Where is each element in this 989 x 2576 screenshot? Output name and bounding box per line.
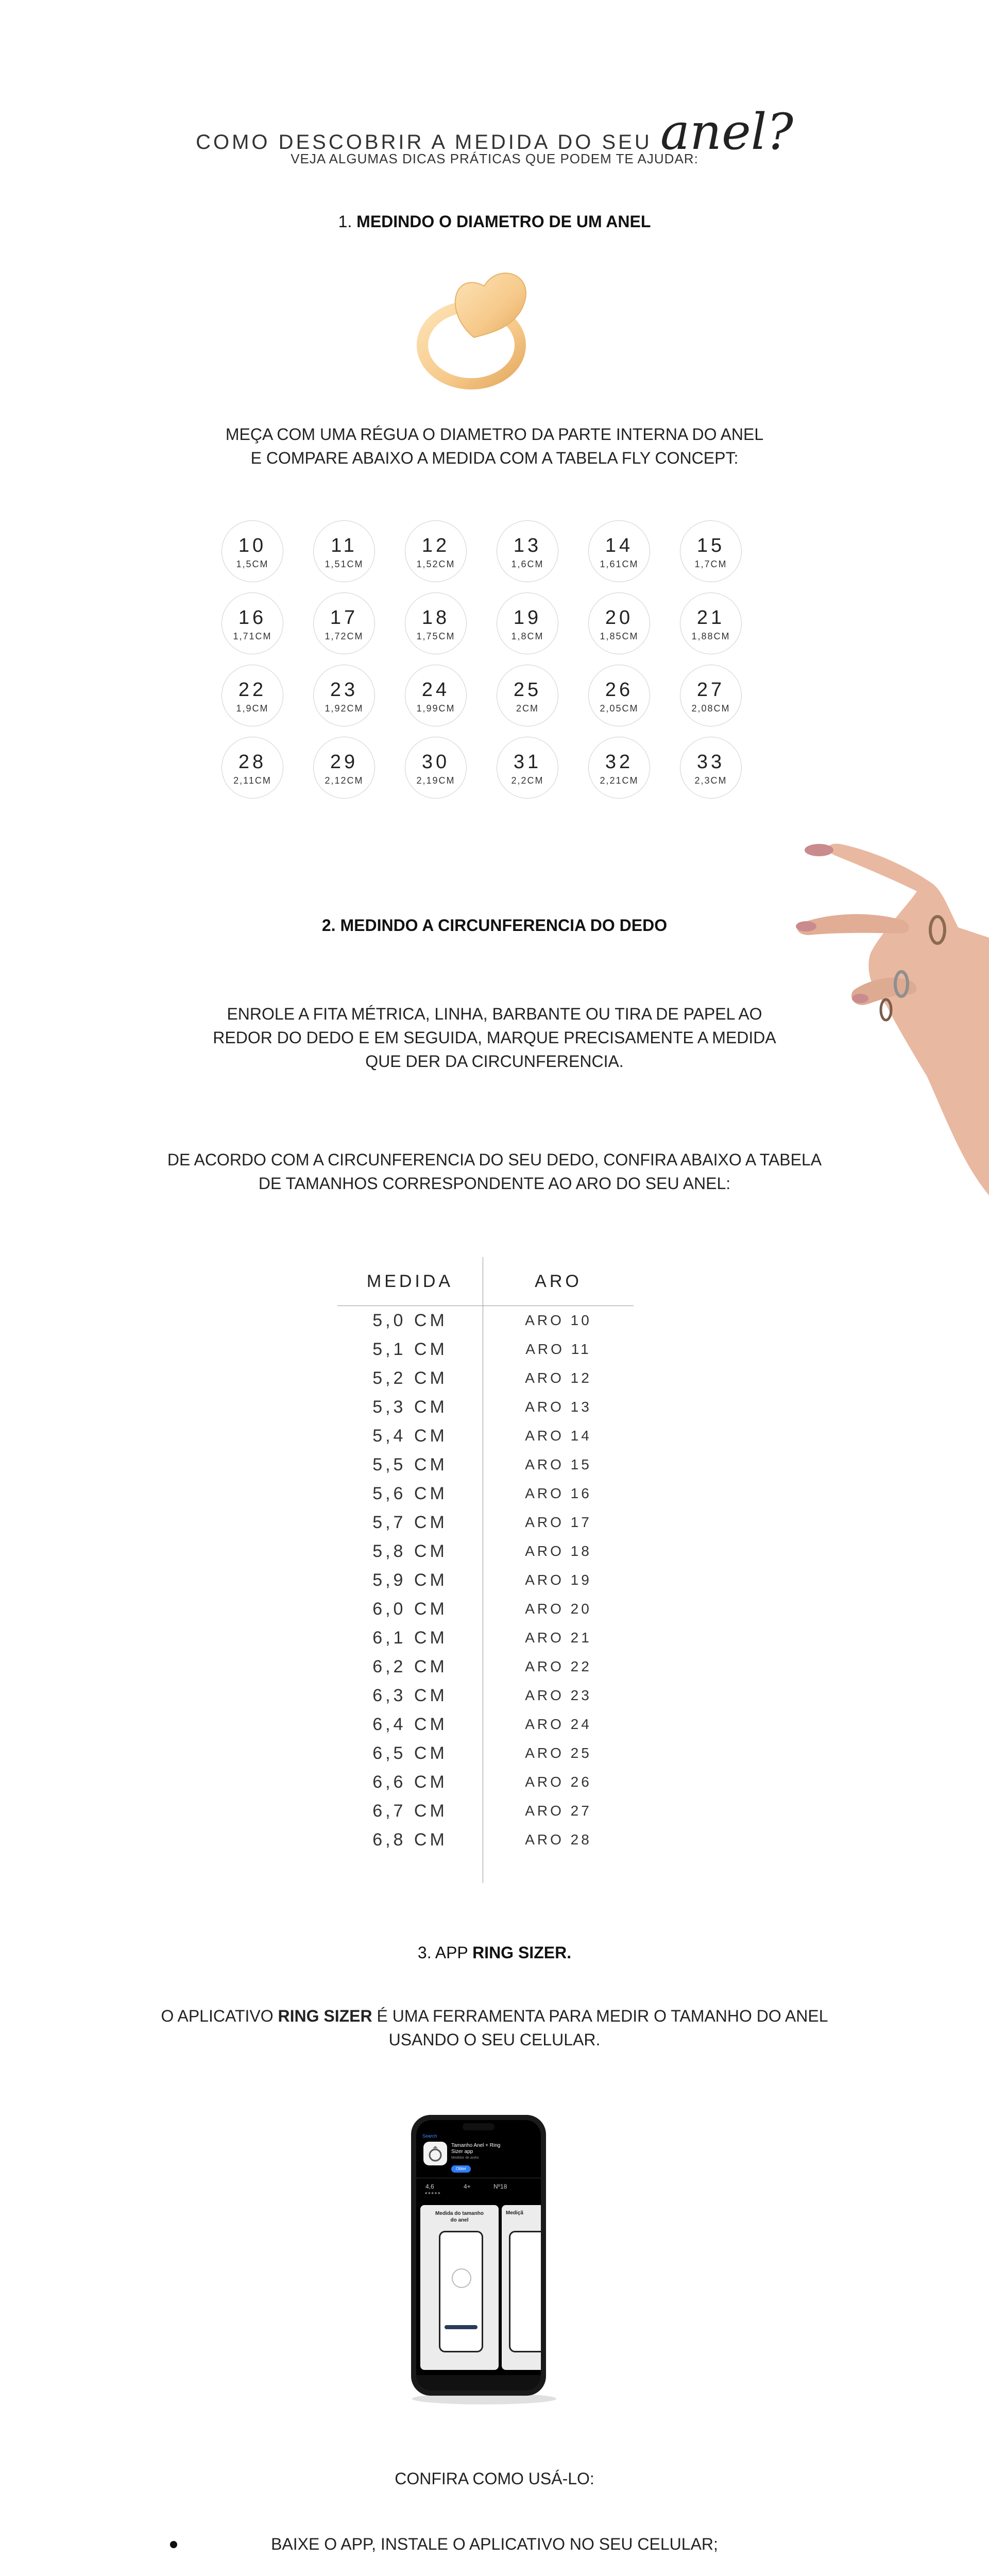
app-screenshot-2 <box>502 2205 541 2370</box>
table-row <box>337 1335 634 1364</box>
ring-size-diameter: 2,11CM <box>233 775 271 786</box>
table-row <box>337 1364 634 1393</box>
title-prefix: COMO DESCOBRIR A MEDIDA DO SEU <box>196 131 652 154</box>
table-cell-measure: 5,6 CM <box>337 1479 483 1508</box>
ring-size-diameter: 1,88CM <box>691 631 730 641</box>
app-age: 4+ <box>464 2183 471 2190</box>
ring-size-circle <box>313 737 375 799</box>
get-button[interactable]: Obter <box>451 2165 471 2173</box>
ring-illustration <box>412 255 546 399</box>
table-row <box>337 1566 634 1595</box>
table-row <box>337 1393 634 1421</box>
table-row <box>337 1710 634 1739</box>
ring-size-number: 13 <box>513 535 542 556</box>
ring-size-number: 16 <box>238 607 267 629</box>
ring-size-diameter: 1,72CM <box>325 631 364 641</box>
ring-size-number: 28 <box>238 751 267 773</box>
table-cell-measure: 5,2 CM <box>337 1364 483 1393</box>
ring-size-circle <box>680 592 742 654</box>
section3-intro-prefix: O APLICATIVO <box>161 2007 274 2025</box>
ring-size-diameter: 1,7CM <box>694 559 727 569</box>
table-cell-aro: ARO 10 <box>525 1312 592 1328</box>
table-cell-measure: 5,0 CM <box>337 1306 483 1335</box>
table-row <box>337 1306 634 1335</box>
ring-app-icon <box>423 2142 447 2165</box>
section1-title <box>0 212 989 231</box>
section2-p2-line1: DE ACORDO COM A CIRCUNFERENCIA DO SEU DEDO, CONFIRA ABAIXO A TABELA <box>167 1150 822 1169</box>
ring-size-circle <box>405 520 467 582</box>
ring-size-number: 14 <box>605 535 634 556</box>
table-cell-measure: 6,2 CM <box>337 1652 483 1681</box>
table-cell-aro: ARO 14 <box>525 1428 592 1444</box>
table-row <box>337 1681 634 1710</box>
size-table-body <box>337 1306 634 1884</box>
section1-line2: E COMPARE ABAIXO A MEDIDA COM A TABELA FLY CONCEPT: <box>250 449 739 467</box>
ring-size-circle <box>497 592 558 654</box>
ring-size-circle <box>405 665 467 726</box>
ring-size-diameter: 1,85CM <box>600 631 639 641</box>
section2-title <box>0 916 989 935</box>
section2-p2-line2: DE TAMANHOS CORRESPONDENTE AO ARO DO SEU ANEL: <box>258 1174 731 1193</box>
table-row <box>337 1537 634 1566</box>
ring-size-diameter: 1,6CM <box>511 559 544 569</box>
table-cell-aro: ARO 25 <box>525 1745 592 1761</box>
ring-size-circle <box>680 737 742 799</box>
ring-size-circle <box>680 665 742 726</box>
section3-title-prefix: 3. APP <box>417 1943 468 1962</box>
shot1-title-line1: Medida do tamanho <box>435 2211 484 2216</box>
ring-size-circle <box>405 592 467 654</box>
ring-size-diameter: 2,21CM <box>600 775 639 786</box>
table-row <box>337 1421 634 1450</box>
app-rating: 4,6 <box>425 2183 434 2190</box>
section1-line1: MEÇA COM UMA RÉGUA O DIAMETRO DA PARTE INTERNA DO ANEL <box>225 425 764 444</box>
page-subtitle: VEJA ALGUMAS DICAS PRÁTICAS QUE PODEM TE AJUDAR: <box>291 151 698 166</box>
table-cell-aro: ARO 16 <box>525 1485 592 1501</box>
section2-title-text: 2. MEDINDO A CIRCUNFERENCIA DO DEDO <box>321 916 668 935</box>
table-cell-measure: 5,4 CM <box>337 1421 483 1450</box>
ring-size-diameter: 2,05CM <box>600 703 639 714</box>
section2-p1-line1: ENROLE A FITA MÉTRICA, LINHA, BARBANTE OU TIRA DE PAPEL AO <box>227 1005 762 1023</box>
ring-size-diameter: 1,5CM <box>236 559 269 569</box>
ring-size-number: 12 <box>421 535 450 556</box>
table-row <box>337 1623 634 1652</box>
phone-back-link[interactable]: Search <box>422 2133 437 2139</box>
ring-size-number: 19 <box>513 607 542 629</box>
ring-size-diameter: 2,08CM <box>691 703 730 714</box>
section1-number: 1. <box>338 212 352 231</box>
table-cell-measure: 6,1 CM <box>337 1623 483 1652</box>
ring-size-number: 32 <box>605 751 634 773</box>
app-rank: Nº18 <box>493 2183 507 2190</box>
table-cell-measure: 5,1 CM <box>337 1335 483 1364</box>
ring-size-diameter: 1,75CM <box>416 631 455 641</box>
table-cell-measure: 6,4 CM <box>337 1710 483 1739</box>
section1-title-text: MEDINDO O DIAMETRO DE UM ANEL <box>356 212 651 231</box>
ring-size-circle <box>588 737 650 799</box>
table-cell-measure: 6,3 CM <box>337 1681 483 1710</box>
shot1-title <box>420 2210 499 2224</box>
table-row <box>337 1825 634 1854</box>
ring-size-diameter: 2,19CM <box>416 775 455 786</box>
ring-size-diameter: 2CM <box>516 703 539 714</box>
section2-paragraph2 <box>0 1148 989 1195</box>
title-script: anel? <box>660 103 793 161</box>
ring-size-number: 33 <box>696 751 725 773</box>
table-row <box>337 1595 634 1623</box>
phone-tab-bar <box>416 2375 541 2391</box>
table-cell-aro: ARO 24 <box>525 1716 592 1732</box>
table-cell-measure: 6,8 CM <box>337 1825 483 1854</box>
table-header-measure: MEDIDA <box>337 1257 483 1306</box>
app-name-line1: Tamanho Anel + Ring <box>451 2143 501 2148</box>
table-cell-measure: 5,3 CM <box>337 1393 483 1421</box>
ring-size-circle <box>221 520 283 582</box>
table-header-aro: ARO <box>483 1257 634 1306</box>
phone-mockup <box>407 2115 556 2403</box>
table-cell-measure: 5,5 CM <box>337 1450 483 1479</box>
step1-text: BAIXE O APP, INSTALE O APLICATIVO NO SEU CELULAR; <box>271 2535 718 2553</box>
table-cell-measure: 5,7 CM <box>337 1508 483 1537</box>
section3-intro <box>0 2004 989 2052</box>
ring-size-number: 22 <box>238 679 267 701</box>
table-cell-measure: 5,9 CM <box>337 1566 483 1595</box>
table-cell-aro: ARO 18 <box>525 1543 592 1559</box>
ring-size-diameter: 1,99CM <box>416 703 455 714</box>
ring-size-diameter: 2,2CM <box>511 775 544 786</box>
ring-size-number: 10 <box>238 535 267 556</box>
section3-title-bold: RING SIZER. <box>472 1943 572 1962</box>
ring-size-number: 29 <box>330 751 359 773</box>
table-row <box>337 1797 634 1825</box>
section2-p1-line3: QUE DER DA CIRCUNFERENCIA. <box>365 1052 624 1071</box>
table-cell-measure: 5,8 CM <box>337 1537 483 1566</box>
table-cell-aro: ARO 17 <box>525 1514 592 1530</box>
table-cell-aro: ARO 19 <box>525 1572 592 1588</box>
ring-size-number: 25 <box>513 679 542 701</box>
ring-size-number: 11 <box>331 535 357 556</box>
ring-size-number: 15 <box>696 535 725 556</box>
section2-p1-line2: REDOR DO DEDO E EM SEGUIDA, MARQUE PRECISAMENTE A MEDIDA <box>213 1028 776 1047</box>
table-row <box>337 1652 634 1681</box>
ring-size-number: 20 <box>605 607 634 629</box>
table-row <box>337 1508 634 1537</box>
phone-frame <box>411 2115 546 2396</box>
ring-size-diameter: 1,52CM <box>416 559 455 569</box>
ring-size-number: 24 <box>421 679 450 701</box>
app-name <box>451 2143 500 2161</box>
ring-size-circle <box>588 665 650 726</box>
ring-size-circle <box>497 737 558 799</box>
table-padding-cell <box>483 1854 634 1883</box>
ring-size-circle <box>497 520 558 582</box>
table-cell-aro: ARO 26 <box>525 1774 592 1790</box>
ring-size-circle <box>313 592 375 654</box>
app-subtitle: Medidor de anéis <box>451 2156 479 2160</box>
table-header-row <box>337 1257 634 1306</box>
ring-size-circle <box>588 520 650 582</box>
table-cell-measure: 6,6 CM <box>337 1768 483 1797</box>
ring-size-diameter: 1,8CM <box>511 631 544 641</box>
ring-size-circle <box>313 520 375 582</box>
table-cell-aro: ARO 12 <box>525 1370 592 1386</box>
table-cell-aro: ARO 22 <box>525 1658 592 1674</box>
app-icon <box>423 2142 447 2165</box>
ring-size-diameter: 2,12CM <box>325 775 364 786</box>
section3-title <box>0 1943 989 1962</box>
ring-size-diameter: 1,61CM <box>600 559 639 569</box>
table-cell-measure: 6,7 CM <box>337 1797 483 1825</box>
table-cell-measure: 6,0 CM <box>337 1595 483 1623</box>
ring-size-diameter: 1,71CM <box>233 631 272 641</box>
table-cell-aro: ARO 13 <box>525 1399 592 1415</box>
app-rating-stars: ★★★★★ <box>424 2192 441 2195</box>
table-cell-aro: ARO 23 <box>525 1687 592 1703</box>
ring-size-number: 17 <box>330 607 359 629</box>
ring-size-diameter: 1,51CM <box>325 559 364 569</box>
table-cell-measure: 6,5 CM <box>337 1739 483 1768</box>
shot2-phone <box>509 2231 541 2352</box>
ring-size-diameter: 1,92CM <box>325 703 364 714</box>
howto-title: CONFIRA COMO USÁ-LO: <box>395 2469 594 2488</box>
ring-size-diameter: 1,9CM <box>236 703 269 714</box>
ring-size-circle <box>497 665 558 726</box>
section1-instructions <box>0 422 989 470</box>
table-cell-aro: ARO 27 <box>525 1803 592 1819</box>
ring-size-number: 31 <box>513 751 542 773</box>
ring-size-diameter: 2,3CM <box>694 775 727 786</box>
ring-size-number: 23 <box>330 679 359 701</box>
shot1-button <box>445 2325 478 2329</box>
table-cell-aro: ARO 28 <box>525 1832 592 1848</box>
table-cell-aro: ARO 15 <box>525 1456 592 1472</box>
ring-size-circle <box>221 737 283 799</box>
table-row <box>337 1450 634 1479</box>
phone-notch <box>463 2123 494 2130</box>
section3-intro-bold: RING SIZER <box>278 2007 372 2025</box>
size-table <box>337 1257 634 1883</box>
table-padding-cell <box>337 1854 483 1883</box>
table-row <box>337 1479 634 1508</box>
ring-size-circle <box>588 592 650 654</box>
table-cell-aro: ARO 11 <box>525 1341 591 1357</box>
ring-size-circle <box>221 592 283 654</box>
app-name-line2: Sizer app <box>451 2149 473 2155</box>
ring-size-circle <box>221 665 283 726</box>
shot2-title: Mediçã <box>506 2210 523 2216</box>
section3-intro-line1 <box>0 2004 989 2028</box>
table-row <box>337 1739 634 1768</box>
shot1-title-line2: do anel <box>450 2217 469 2223</box>
table-row <box>337 1768 634 1797</box>
section3-intro-rest: É UMA FERRAMENTA PARA MEDIR O TAMANHO DO ANEL <box>377 2007 828 2025</box>
ring-size-number: 27 <box>696 679 725 701</box>
phone-screen <box>416 2120 541 2391</box>
shot1-phone <box>439 2231 483 2352</box>
app-screenshot-1 <box>420 2205 499 2370</box>
ring-size-number: 21 <box>696 607 725 629</box>
ring-size-number: 26 <box>605 679 634 701</box>
table-cell-aro: ARO 20 <box>525 1601 592 1617</box>
section2-paragraph1 <box>0 1002 989 1073</box>
ring-size-number: 30 <box>421 751 450 773</box>
ring-size-circle <box>405 737 467 799</box>
section3-intro-line2: USANDO O SEU CELULAR. <box>388 2030 601 2049</box>
ring-size-circle <box>680 520 742 582</box>
table-cell-aro: ARO 21 <box>525 1630 592 1646</box>
ring-size-number: 18 <box>421 607 450 629</box>
ring-size-circle <box>313 665 375 726</box>
table-padding-row <box>337 1854 634 1883</box>
shot1-ring-circle <box>452 2268 471 2288</box>
